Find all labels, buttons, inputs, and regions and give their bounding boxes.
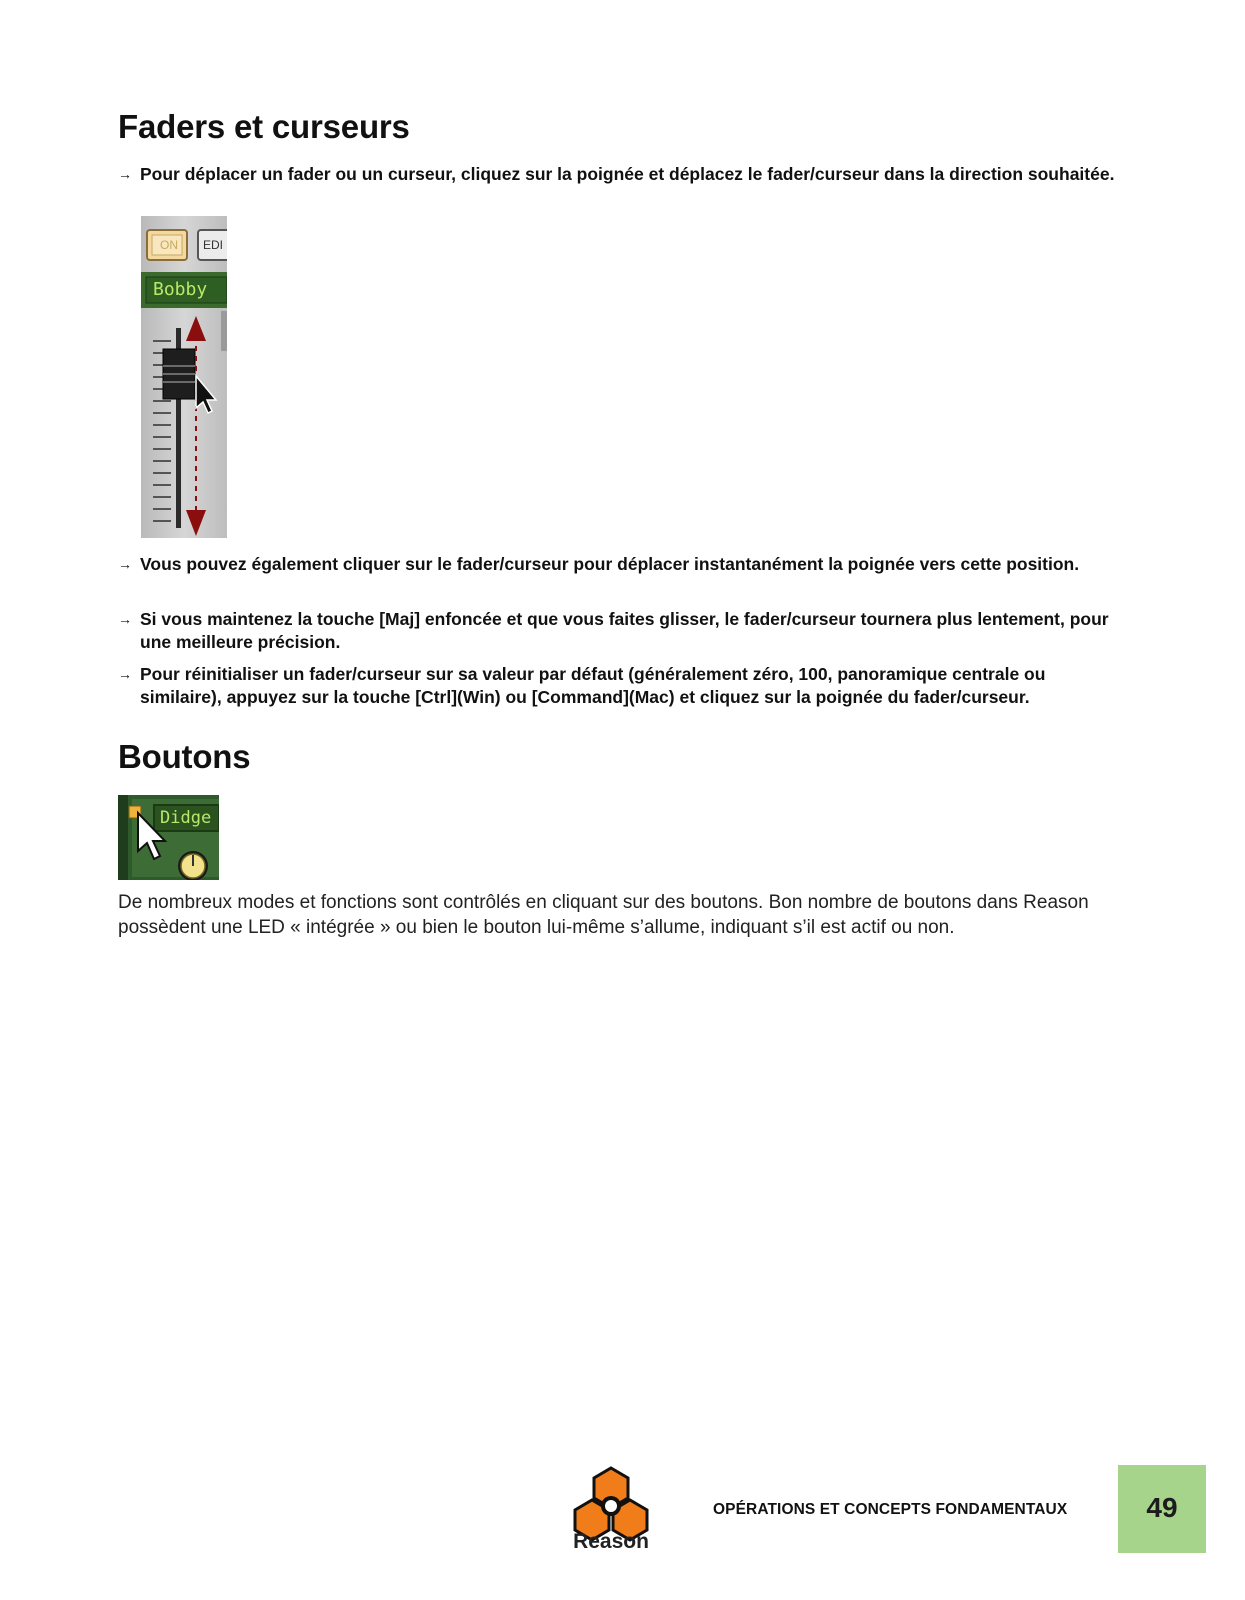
list-item [118, 553, 1128, 576]
bullet-text: Pour déplacer un fader ou un curseur, cliquez sur la poignée et déplacez le fader/curseur dans la direction souhaitée. [140, 164, 1115, 184]
bullet-text: Vous pouvez également cliquer sur le fader/curseur pour déplacer instantanément la poignée vers cette position. [140, 554, 1080, 574]
channel-name-label: Bobby [153, 279, 208, 300]
page-number-box [1118, 1465, 1206, 1553]
edit-button-label: EDI [203, 238, 224, 252]
list-item [118, 608, 1128, 654]
bullet-arrow-icon: → [118, 666, 132, 682]
bullet-arrow-icon: → [118, 611, 132, 627]
list-item [118, 663, 1128, 709]
bullet-arrow-icon: → [118, 166, 132, 182]
body-paragraph: De nombreux modes et fonctions sont contrôlés en cliquant sur des boutons. Bon nombre de boutons dans Reason possèdent une LED « intégrée » ou bien le bouton lui-même s’allume, indiquant s’il est actif ou non. [118, 892, 1089, 938]
list-item [118, 163, 1128, 186]
fader-screenshot [141, 216, 227, 538]
button-screenshot [118, 795, 219, 880]
section-title-boutons: Boutons [118, 738, 251, 775]
bullet-arrow-icon: → [118, 556, 132, 572]
on-button-label: ON [160, 238, 178, 252]
bullet-text: Si vous maintenez la touche [Maj] enfoncée et que vous faites glisser, le fader/curseur tournera plus lentement, pour une meilleure précision. [140, 609, 1109, 652]
page-number: 49 [1146, 1492, 1178, 1523]
bullet-text: Pour réinitialiser un fader/curseur sur sa valeur par défaut (généralement zéro, 100, panoramique centrale ou similaire), appuyez sur la touche [Ctrl](Win) ou [Command](Mac) et cliquez sur la poignée du fader/curseur. [140, 664, 1046, 707]
fader-handle [163, 349, 195, 399]
footer-section-title: OPÉRATIONS ET CONCEPTS FONDAMENTAUX [713, 1501, 1068, 1518]
section-title-faders: Faders et curseurs [118, 108, 410, 145]
logo-wordmark: Reason [573, 1530, 649, 1553]
fader-illustration [141, 216, 227, 538]
patch-name-label: Didge [160, 808, 212, 828]
